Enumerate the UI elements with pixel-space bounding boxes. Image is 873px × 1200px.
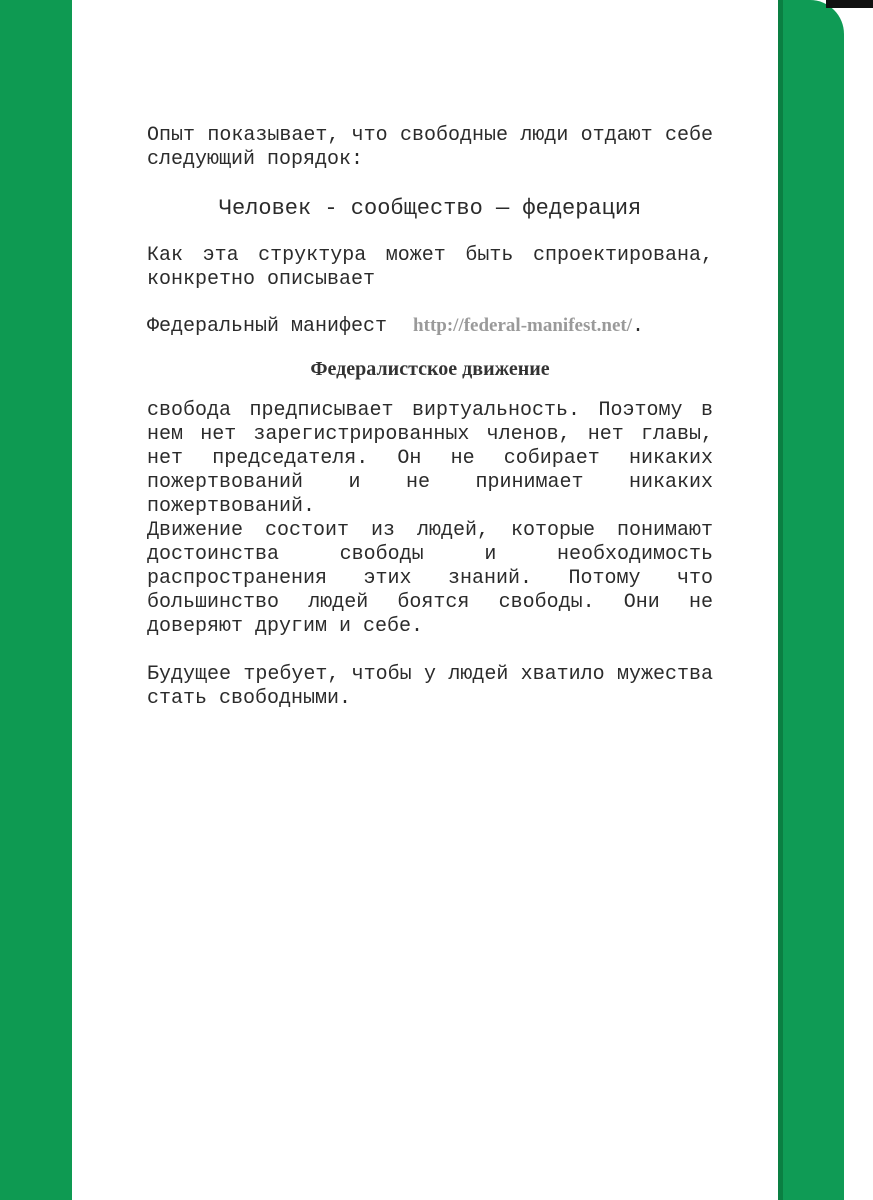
scan-margin: [844, 0, 873, 1200]
folder-shadow-edge: [778, 0, 783, 1200]
movement-paragraph-2: Движение состоит из людей, которые понимают достоинства свободы и необходимость распространения этих знаний. Потому что большинство людей боятся свободы. Они не доверяют другим и себе.: [147, 519, 713, 638]
structure-paragraph: Как эта структура может быть спроектирована, конкретно описывает: [147, 244, 713, 291]
manifest-line-end: .: [632, 315, 645, 338]
formula-line: Человек - сообщество — федерация: [218, 196, 642, 221]
scan-corner-mark: [826, 0, 873, 8]
folder-left-edge: [0, 0, 72, 1200]
manifest-line: [147, 314, 713, 339]
future-paragraph: Будущее требует, чтобы у людей хватило мужества стать свободными.: [147, 663, 713, 710]
folder-right-edge: [778, 0, 844, 1200]
manifest-label: Федеральный манифест: [147, 315, 388, 338]
section-heading: Федералистское движение: [310, 358, 550, 380]
intro-paragraph: Опыт показывает, что свободные люди отдают себе следующий порядок:: [147, 124, 713, 171]
manifest-link[interactable]: http://federal-manifest.net/: [413, 315, 633, 336]
movement-paragraph-1: свобода предписывает виртуальность. Поэтому в нем нет зарегистрированных членов, нет главы, нет председателя. Он не собирает никаких пожертвований и не принимает никаких пожертвований.: [147, 399, 713, 518]
document-body: [147, 124, 713, 711]
